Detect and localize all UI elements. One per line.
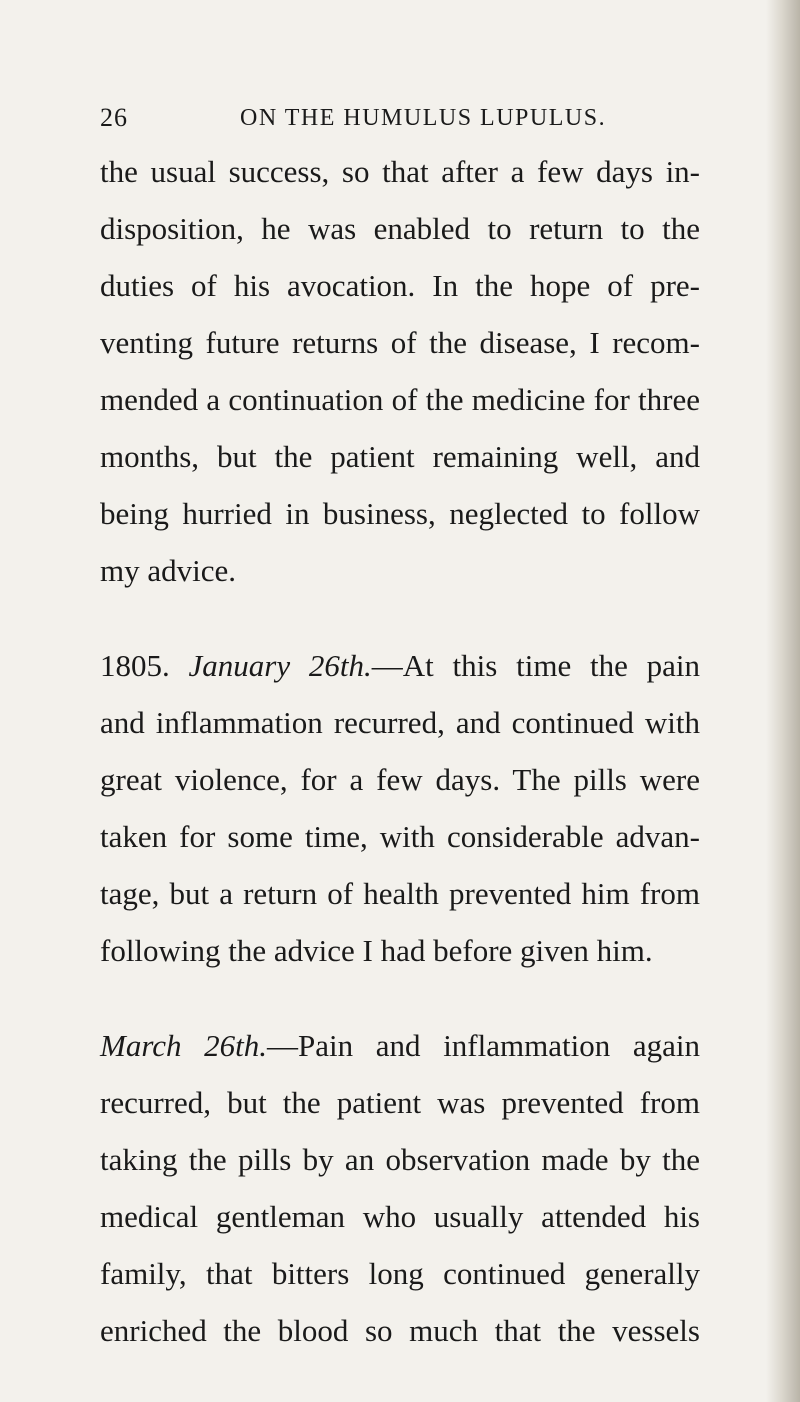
- text-line: taken for some time, with considerable advan-: [100, 819, 700, 854]
- text-line: family, that bitters long continued generally: [100, 1256, 700, 1291]
- text-line: months, but the patient remaining well, and: [100, 439, 700, 474]
- text-line: medical gentleman who usually attended his: [100, 1199, 700, 1234]
- text-line: disposition, he was enabled to return to the: [100, 211, 700, 246]
- entry-year: 1805.: [100, 648, 170, 683]
- text-line: my advice.: [100, 553, 237, 588]
- entry-text: —Pain and inflammation again: [267, 1028, 700, 1063]
- text-line: enriched the blood so much that the vessels: [100, 1313, 700, 1348]
- text-line: great violence, for a few days. The pills were: [100, 762, 700, 797]
- entry-text: —At this time the pain: [371, 648, 701, 683]
- text-line: mended a continuation of the medicine for three: [100, 382, 700, 417]
- page-edge-shadow: [766, 0, 800, 1402]
- page-number: 26: [100, 103, 128, 132]
- entry-date: January 26th.: [188, 648, 372, 683]
- paragraph-3: [100, 1017, 700, 1359]
- text-line: recurred, but the patient was prevented from: [100, 1085, 700, 1120]
- running-head: [100, 103, 660, 143]
- text-line: taking the pills by an observation made by the: [100, 1142, 700, 1177]
- entry-date: March 26th.: [100, 1028, 268, 1063]
- paragraph-gap: [100, 979, 700, 1017]
- text-line: the usual success, so that after a few days in-: [100, 154, 700, 189]
- text-line: venting future returns of the disease, I recom-: [100, 325, 700, 360]
- body-text: [100, 143, 700, 1359]
- paragraph-2: [100, 637, 700, 979]
- text-line: following the advice I had before given him.: [100, 933, 653, 968]
- text-line-dated: [100, 637, 700, 694]
- text-line-dated: [100, 1017, 700, 1074]
- text-line: and inflammation recurred, and continued with: [100, 705, 700, 740]
- paragraph-1: [100, 143, 700, 599]
- text-line: being hurried in business, neglected to follow: [100, 496, 700, 531]
- text-line: duties of his avocation. In the hope of pre-: [100, 268, 700, 303]
- text-line: tage, but a return of health prevented him from: [100, 876, 700, 911]
- paragraph-gap: [100, 599, 700, 637]
- running-title: ON THE HUMULUS LUPULUS.: [240, 105, 607, 131]
